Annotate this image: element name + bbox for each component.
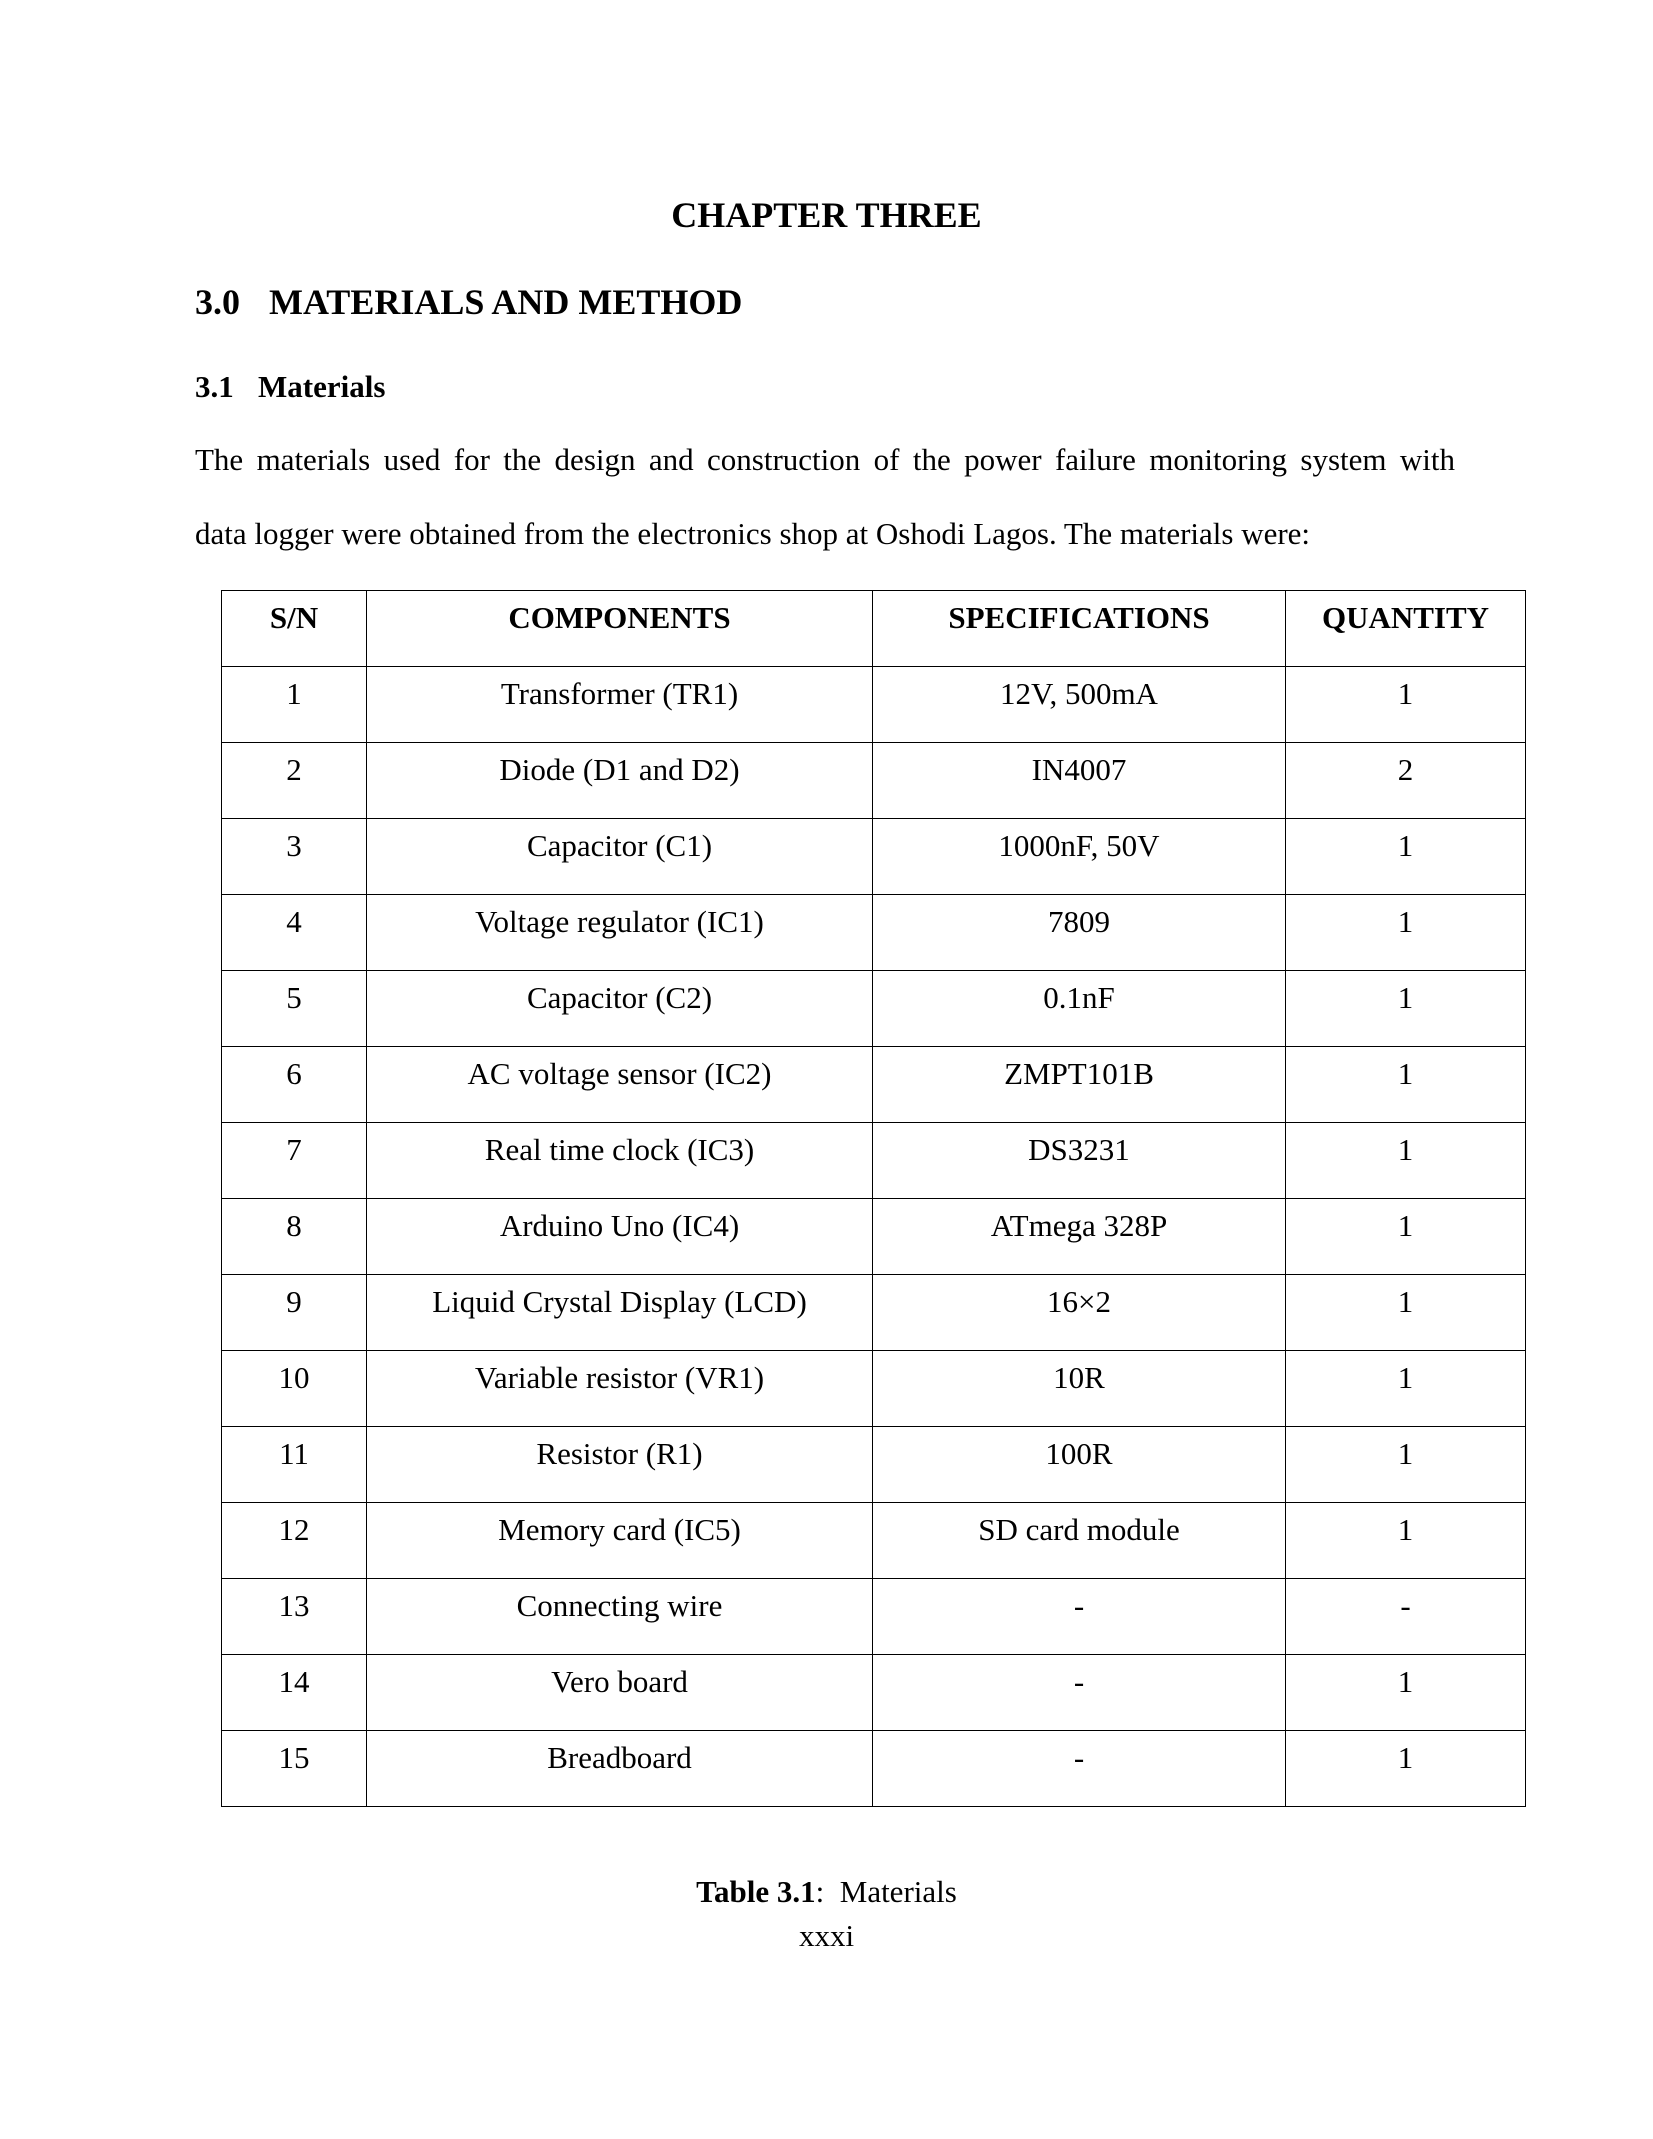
cell-specification: ATmega 328P (873, 1199, 1286, 1275)
header-quantity: QUANTITY (1286, 591, 1526, 667)
table-header-row (222, 591, 1526, 667)
cell-component: Capacitor (C1) (367, 819, 873, 895)
cell-quantity: 1 (1286, 1047, 1526, 1123)
cell-component: Transformer (TR1) (367, 667, 873, 743)
table-row (222, 1655, 1526, 1731)
cell-component: Liquid Crystal Display (LCD) (367, 1275, 873, 1351)
materials-table (221, 590, 1526, 1807)
cell-sn: 1 (222, 667, 367, 743)
cell-component: AC voltage sensor (IC2) (367, 1047, 873, 1123)
table-row (222, 1579, 1526, 1655)
cell-sn: 11 (222, 1427, 367, 1503)
cell-specification: 10R (873, 1351, 1286, 1427)
cell-specification: - (873, 1655, 1286, 1731)
cell-component: Diode (D1 and D2) (367, 743, 873, 819)
table-row (222, 1123, 1526, 1199)
cell-specification: DS3231 (873, 1123, 1286, 1199)
header-sn: S/N (222, 591, 367, 667)
table-row (222, 667, 1526, 743)
table-row (222, 1351, 1526, 1427)
cell-quantity: 1 (1286, 1731, 1526, 1807)
cell-specification: ZMPT101B (873, 1047, 1286, 1123)
cell-component: Arduino Uno (IC4) (367, 1199, 873, 1275)
cell-quantity: 1 (1286, 1655, 1526, 1731)
cell-quantity: - (1286, 1579, 1526, 1655)
cell-sn: 4 (222, 895, 367, 971)
table-row (222, 743, 1526, 819)
cell-specification: - (873, 1579, 1286, 1655)
cell-quantity: 1 (1286, 819, 1526, 895)
table-row (222, 1199, 1526, 1275)
cell-quantity: 1 (1286, 1351, 1526, 1427)
cell-component: Connecting wire (367, 1579, 873, 1655)
cell-component: Capacitor (C2) (367, 971, 873, 1047)
cell-sn: 7 (222, 1123, 367, 1199)
cell-sn: 3 (222, 819, 367, 895)
section-title: MATERIALS AND METHOD (269, 282, 743, 322)
table-row (222, 1731, 1526, 1807)
cell-sn: 5 (222, 971, 367, 1047)
cell-specification: 1000nF, 50V (873, 819, 1286, 895)
cell-quantity: 1 (1286, 1123, 1526, 1199)
cell-component: Real time clock (IC3) (367, 1123, 873, 1199)
cell-sn: 15 (222, 1731, 367, 1807)
table-caption: Table 3.1: Materials (696, 1874, 957, 1909)
caption-label: Table 3.1 (696, 1874, 816, 1909)
cell-specification: - (873, 1731, 1286, 1807)
body-paragraph-line-1: The materials used for the design and construction of the power failure monitoring system with (195, 442, 1455, 477)
cell-sn: 9 (222, 1275, 367, 1351)
cell-component: Vero board (367, 1655, 873, 1731)
cell-component: Memory card (IC5) (367, 1503, 873, 1579)
cell-sn: 13 (222, 1579, 367, 1655)
cell-specification: IN4007 (873, 743, 1286, 819)
header-specifications: SPECIFICATIONS (873, 591, 1286, 667)
cell-specification: 100R (873, 1427, 1286, 1503)
cell-sn: 8 (222, 1199, 367, 1275)
cell-quantity: 1 (1286, 971, 1526, 1047)
cell-sn: 12 (222, 1503, 367, 1579)
cell-quantity: 2 (1286, 743, 1526, 819)
caption-text: Materials (839, 1874, 957, 1909)
cell-sn: 14 (222, 1655, 367, 1731)
cell-specification: 16×2 (873, 1275, 1286, 1351)
header-components: COMPONENTS (367, 591, 873, 667)
chapter-title: CHAPTER THREE (671, 195, 982, 235)
cell-quantity: 1 (1286, 1199, 1526, 1275)
cell-component: Breadboard (367, 1731, 873, 1807)
cell-quantity: 1 (1286, 667, 1526, 743)
page-number: xxxi (798, 1918, 855, 1953)
table-row (222, 1427, 1526, 1503)
subsection-title: Materials (258, 369, 386, 404)
table-row (222, 971, 1526, 1047)
cell-component: Voltage regulator (IC1) (367, 895, 873, 971)
table-row (222, 1275, 1526, 1351)
cell-quantity: 1 (1286, 1503, 1526, 1579)
subsection-heading (195, 368, 385, 406)
cell-specification: 0.1nF (873, 971, 1286, 1047)
table-row (222, 1047, 1526, 1123)
table-row (222, 819, 1526, 895)
cell-component: Resistor (R1) (367, 1427, 873, 1503)
body-paragraph-line-2: data logger were obtained from the electronics shop at Oshodi Lagos. The materials were: (195, 516, 1311, 551)
cell-component: Variable resistor (VR1) (367, 1351, 873, 1427)
section-number: 3.0 (195, 282, 240, 322)
cell-specification: SD card module (873, 1503, 1286, 1579)
subsection-number: 3.1 (195, 369, 234, 404)
section-heading (195, 280, 742, 324)
cell-quantity: 1 (1286, 1427, 1526, 1503)
cell-sn: 2 (222, 743, 367, 819)
cell-specification: 12V, 500mA (873, 667, 1286, 743)
cell-quantity: 1 (1286, 1275, 1526, 1351)
cell-sn: 6 (222, 1047, 367, 1123)
table-row (222, 1503, 1526, 1579)
cell-specification: 7809 (873, 895, 1286, 971)
cell-sn: 10 (222, 1351, 367, 1427)
cell-quantity: 1 (1286, 895, 1526, 971)
table-row (222, 895, 1526, 971)
